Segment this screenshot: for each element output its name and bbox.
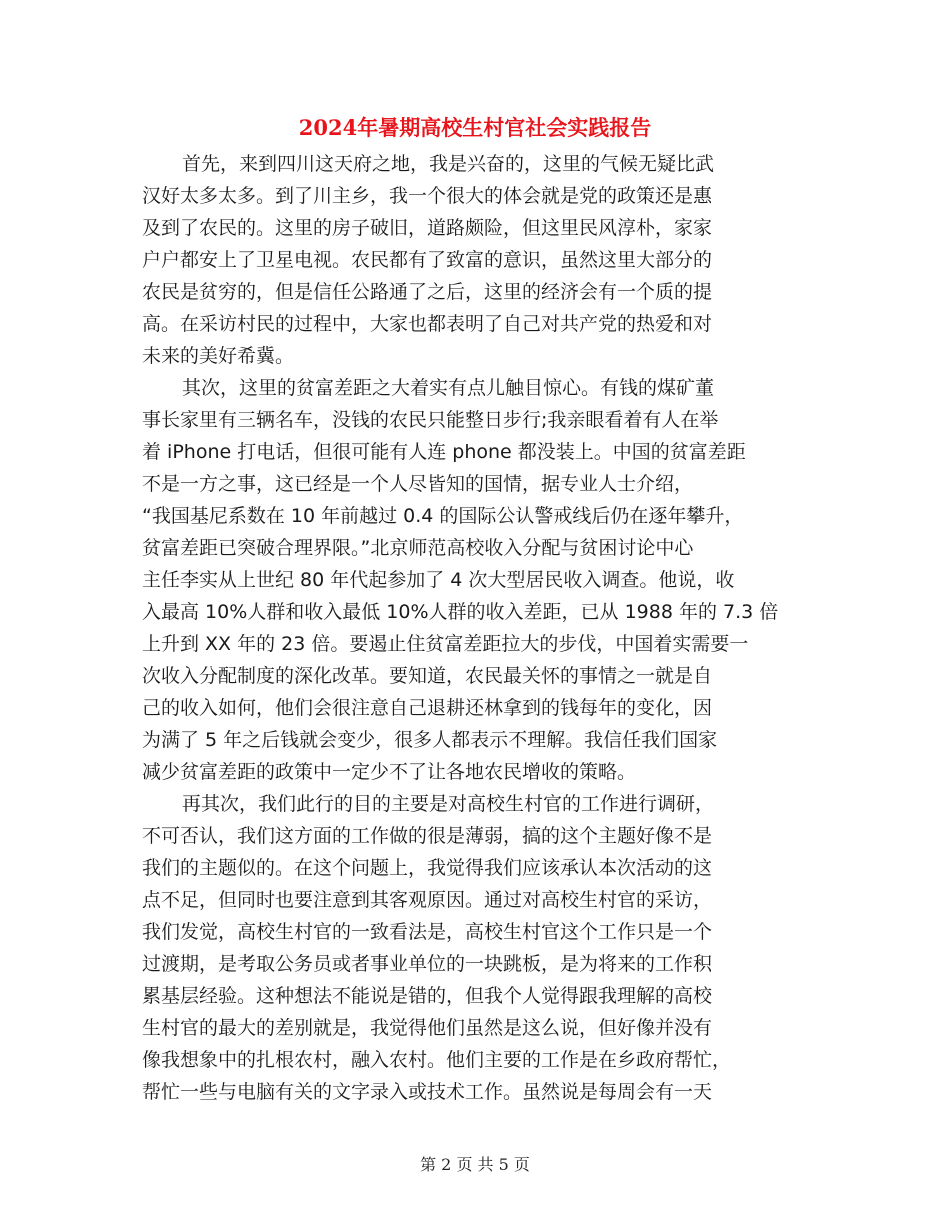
paragraph-line: 帮忙一些与电脑有关的文字录入或技术工作。虽然说是每周会有一天	[142, 1081, 713, 1103]
paragraph-line: 农民是贫穷的，但是信任公路通了之后，这里的经济会有一个质的提	[142, 281, 713, 303]
paragraph-line: 像我想象中的扎根农村，融入农村。他们主要的工作是在乡政府帮忙，	[142, 1049, 732, 1071]
paragraph-line: 贫富差距已突破合理界限。”北京师范高校收入分配与贫困讨论中心	[142, 537, 694, 559]
paragraph-line: 汉好太多太多。到了川主乡，我一个很大的体会就是党的政策还是惠	[142, 185, 713, 207]
page-title: 2024年暑期高校生村官社会实践报告	[298, 115, 652, 140]
paragraph-line: 不是一方之事，这已经是一个人尽皆知的国情，据专业人士介绍，	[142, 473, 694, 495]
paragraph-line: 未来的美好希冀。	[142, 345, 295, 367]
paragraph-line: 我们的主题似的。在这个问题上，我觉得我们应该承认本次活动的这	[142, 857, 713, 879]
paragraph-line: 着 iPhone 打电话，但很可能有人连 phone 都没装上。中国的贫富差距	[142, 441, 746, 463]
paragraph-line: 不可否认，我们这方面的工作做的很是薄弱，搞的这个主题好像不是	[142, 825, 713, 847]
paragraph-line: 减少贫富差距的政策中一定少不了让各地农民增收的策略。	[142, 761, 637, 783]
paragraph-line: 上升到 XX 年的 23 倍。要遏止住贫富差距拉大的步伐，中国着实需要一	[142, 633, 749, 655]
paragraph-line: 过渡期，是考取公务员或者事业单位的一块跳板，是为将来的工作积	[142, 953, 713, 975]
paragraph-line: “我国基尼系数在 10 年前越过 0.4 的国际公认警戒线后仍在逐年攀升，	[142, 505, 744, 527]
paragraph-line: 主任李实从上世纪 80 年代起参加了 4 次大型居民收入调查。他说，收	[142, 569, 735, 591]
page-footer: 第 2 页 共 5 页	[420, 1155, 530, 1174]
paragraph-line: 我们发觉，高校生村官的一致看法是，高校生村官这个工作只是一个	[142, 921, 713, 943]
paragraph-line: 及到了农民的。这里的房子破旧，道路颇险，但这里民风淳朴，家家	[142, 217, 713, 239]
report-body	[142, 148, 822, 1108]
paragraph-line: 己的收入如何，他们会很注意自己退耕还林拿到的钱每年的变化，因	[142, 697, 713, 719]
paragraph-line: 次收入分配制度的深化改革。要知道，农民最关怀的事情之一就是自	[142, 665, 713, 687]
paragraph-line: 为满了 5 年之后钱就会变少，很多人都表示不理解。我信任我们国家	[142, 729, 718, 751]
paragraph-line: 其次，这里的贫富差距之大着实有点儿触目惊心。有钱的煤矿董	[182, 377, 715, 399]
paragraph-line: 再其次，我们此行的目的主要是对高校生村官的工作进行调研，	[182, 793, 715, 815]
paragraph-line: 首先，来到四川这天府之地，我是兴奋的，这里的气候无疑比武	[182, 153, 715, 175]
paragraph-line: 点不足，但同时也要注意到其客观原因。通过对高校生村官的采访，	[142, 889, 713, 911]
paragraph-line: 高。在采访村民的过程中，大家也都表明了自己对共产党的热爱和对	[142, 313, 713, 335]
paragraph-line: 入最高 10%人群和收入最低 10%人群的收入差距，已从 1988 年的 7.3 倍	[142, 601, 779, 623]
paragraph-line: 户户都安上了卫星电视。农民都有了致富的意识，虽然这里大部分的	[142, 249, 713, 271]
paragraph-line: 累基层经验。这种想法不能说是错的，但我个人觉得跟我理解的高校	[142, 985, 713, 1007]
paragraph-line: 事长家里有三辆名车，没钱的农民只能整日步行;我亲眼看着有人在举	[142, 409, 719, 431]
paragraph-line: 生村官的最大的差别就是，我觉得他们虽然是这么说，但好像并没有	[142, 1017, 713, 1039]
